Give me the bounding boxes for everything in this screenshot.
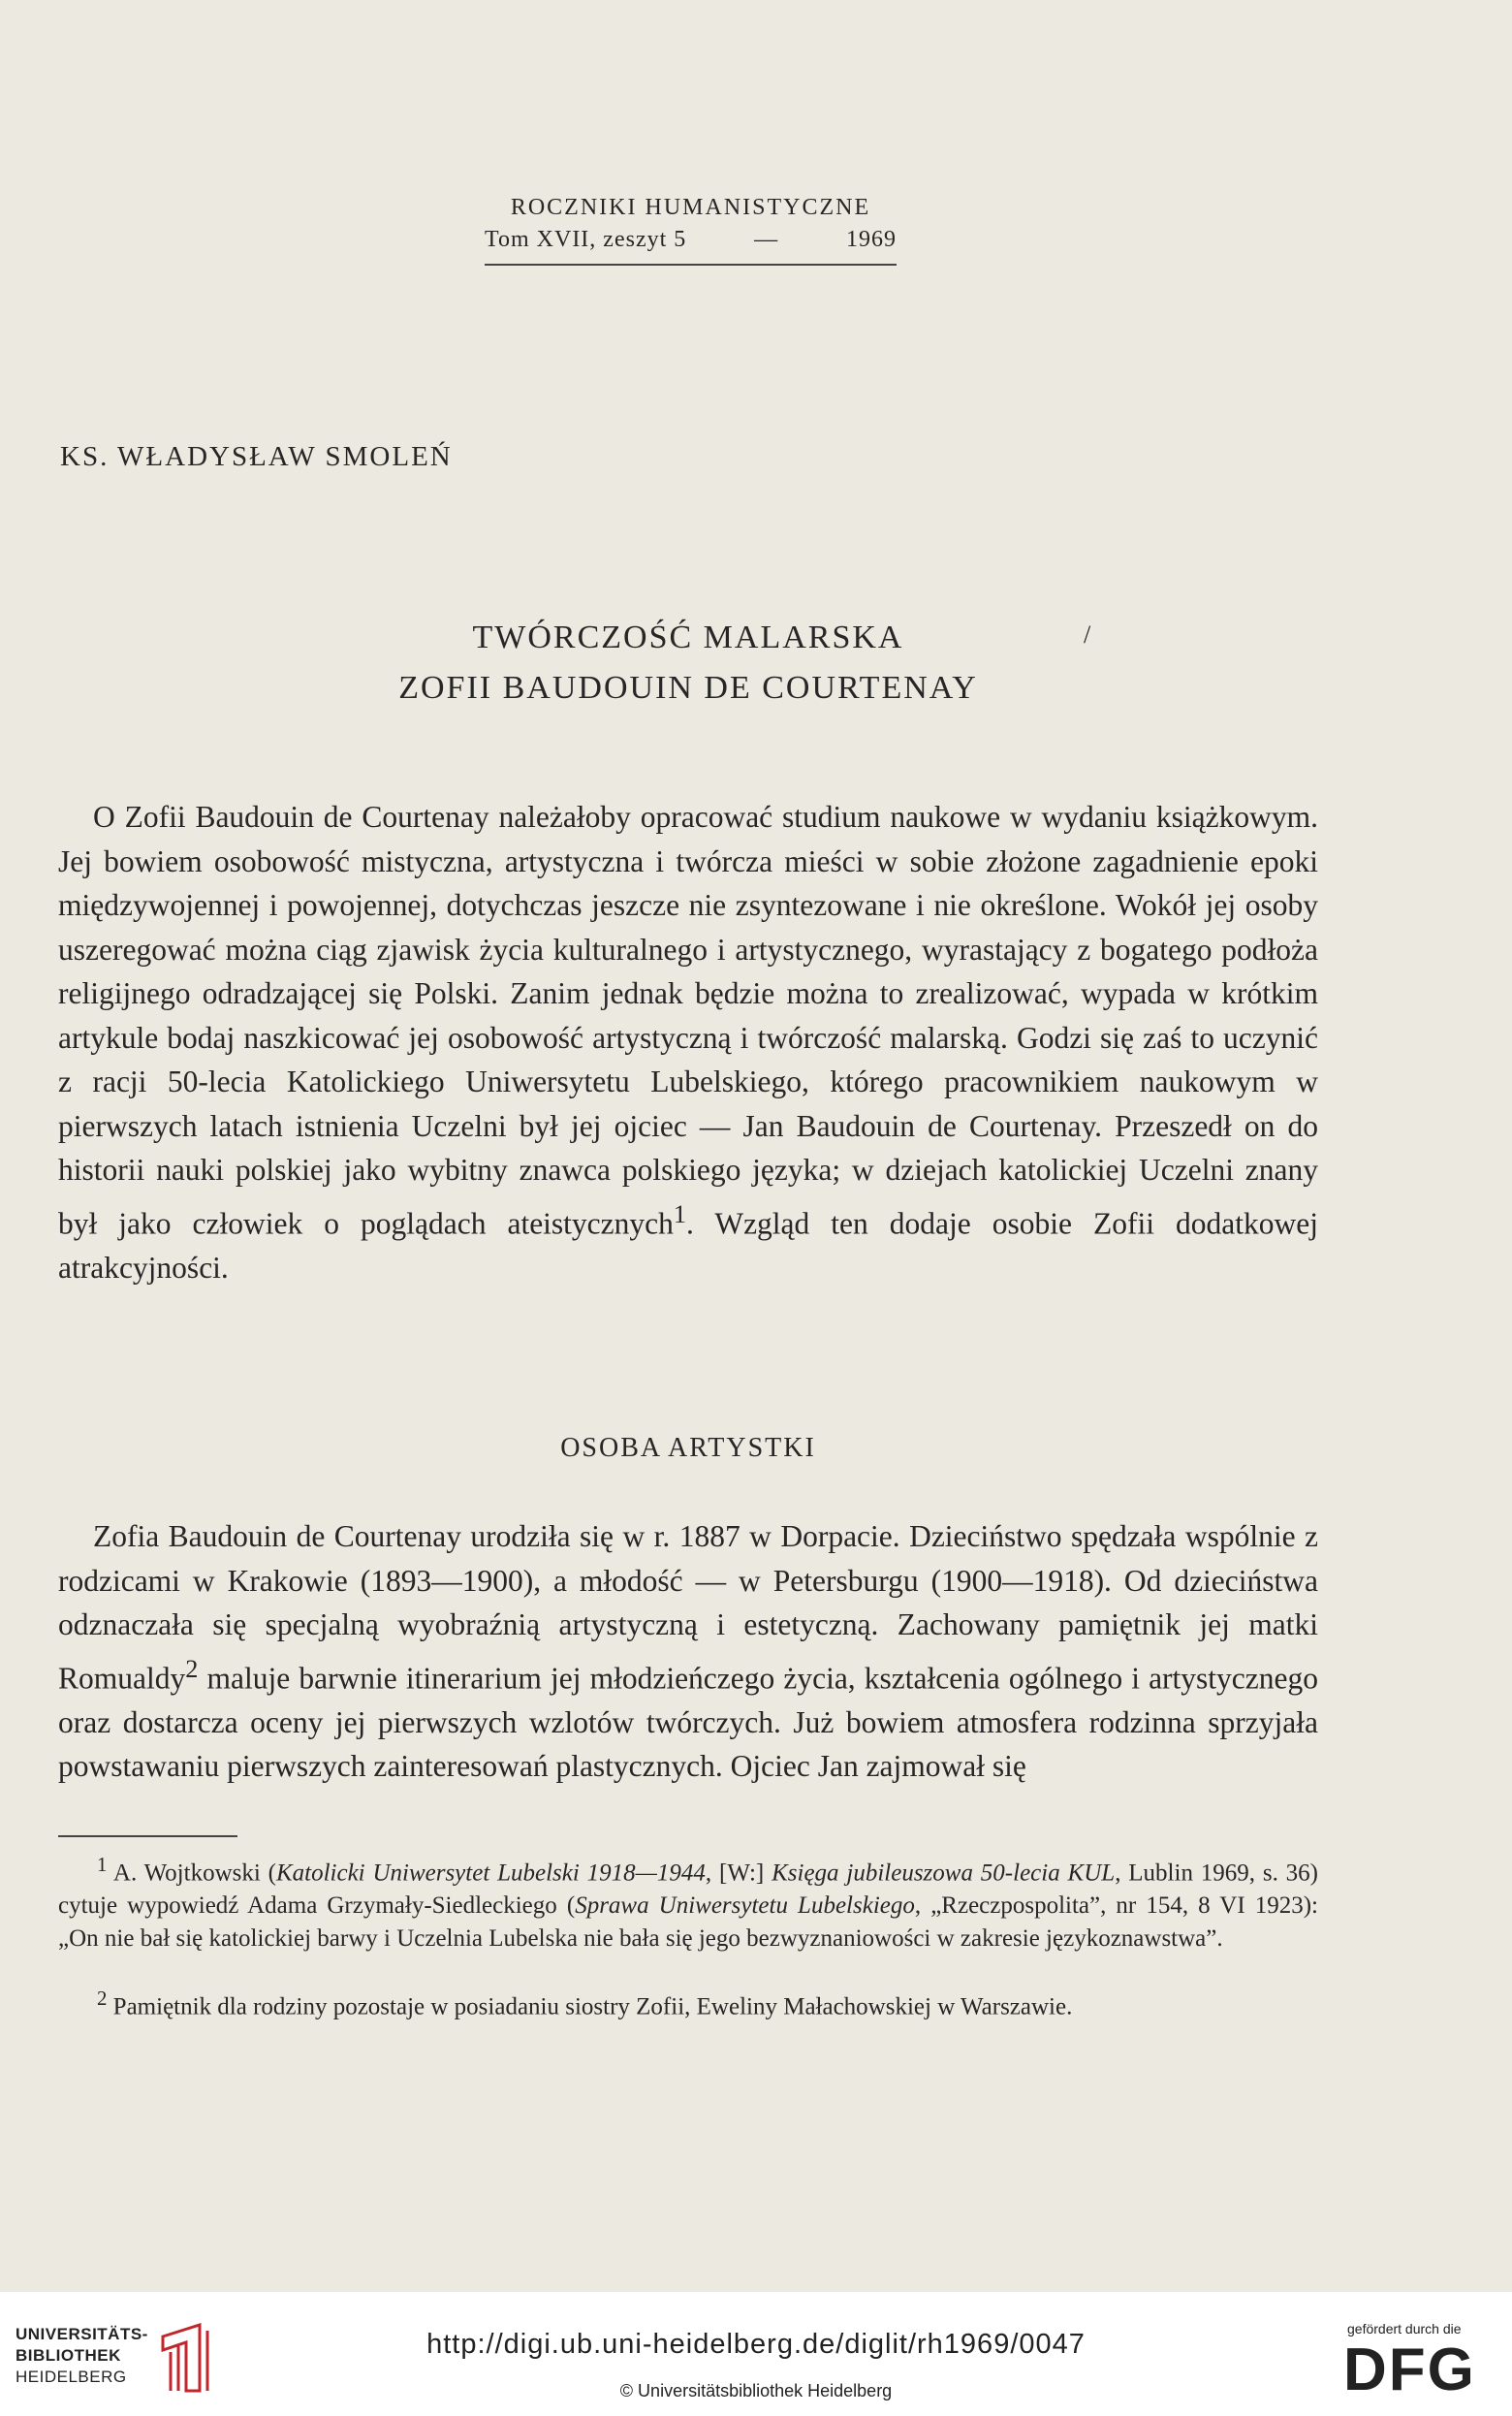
footnote-2-text: Pamiętnik dla rodziny pozostaje w posiadaniu siostry Zofii, Eweliny Małachowskiej w Warszawie. (112, 1993, 1073, 2020)
footnote-ref-1: 1 (673, 1199, 687, 1228)
digital-object-url[interactable]: http://digi.ub.uni-heidelberg.de/diglit/rh1969/0047 (426, 2329, 1086, 2360)
dfg-logo: DFG (1343, 2337, 1476, 2403)
pencil-mark: / (1084, 620, 1091, 649)
footnote-1-text-b: , [W:] (705, 1860, 772, 1887)
footnote-1-number: 1 (97, 1853, 108, 1876)
footer-bar (0, 2292, 1512, 2416)
title-line-2: ZOFII BAUDOUIN DE COURTENAY (398, 670, 978, 706)
footnote-ref-2: 2 (185, 1654, 199, 1683)
intro-paragraph (58, 795, 1318, 1289)
footnote-1 (58, 1848, 1318, 1955)
footnote-2 (58, 1982, 1318, 2023)
section-heading: OSOBA ARTYSTKI (560, 1433, 816, 1463)
header-rule (485, 264, 897, 266)
footnote-1-text-c: , Lublin 1969, s. 36) cytuje wypowiedź Adama Grzymały-Siedleckiego ( (58, 1860, 1319, 1920)
body-paragraph (58, 1514, 1318, 1789)
funding-note: gefördert durch die (1347, 2321, 1462, 2337)
volume-number: Tom XVII, zeszyt 5 (485, 227, 687, 252)
body-text-end: maluje barwnie itinerarium jej młodzieńczego życia, kształcenia ogólnego i artystycznego oraz dostarcza oceny jej pierwszych wzlotów twórczych. Już bowiem atmosfera rodzinna sprzyjała powstawaniu pierwszych zainteresowań plastycznych. Ojciec Jan zajmował się (58, 1661, 1318, 1783)
journal-name: ROCZNIKI HUMANISTYCZNE (510, 195, 871, 220)
intro-text: O Zofii Baudouin de Courtenay należałoby opracować studium naukowe w wydaniu książkowym. Jej bowiem osobowość mistyczna, artystyczna i twórcza mieści w sobie złożone zagadnienie epoki międzywojennej i powojennej, dotychczas jeszcze nie zsyntezowane i nie określone. Wokół jej osoby uszeregować można ciąg zjawisk życia kulturalnego i artystycznego, wyrastający z bogatego podłoża religijnego odradzającej się Polski. Zanim jednak będzie można to zrealizować, wypada w krótkim artykule bodaj naszkicować jej osobowość artystyczną i twórczość malarską. Godzi się zaś to uczynić z racji 50-lecia Katolickiego Uniwersytetu Lubelskiego, którego pracownikiem naukowym w pierwszych latach istnienia Uczelni był jej ojciec — Jan Baudouin de Courtenay. Przeszedł on do historii nauki polskiej jako wybitny znawca polskiego języka; w dziejach katolickiej Uczelni znany był jako człowiek o poglądach ateistycznych (58, 800, 1318, 1240)
library-name-line-3: HEIDELBERG (16, 2368, 127, 2386)
volume-year: 1969 (845, 227, 897, 252)
title-line-1: TWÓRCZOŚĆ MALARSKA (472, 620, 904, 655)
body-text: Zofia Baudouin de Courtenay urodziła się w r. 1887 w Dorpacie. Dzieciństwo spędzała wspólnie z rodzicami w Krakowie (1893—1900), a młodość — w Petersburgu (1900—1918). Od dzieciństwa odznaczała się specjalną wyobraźnią artystyczną i estetyczną. Zachowany pamiętnik jej matki Romualdy (58, 1519, 1318, 1695)
library-name-line-1: UNIVERSITÄTS- (16, 2325, 148, 2343)
footnote-1-title-3: Sprawa Uniwersytetu Lubelskiego (575, 1892, 915, 1920)
footnote-2-number: 2 (97, 1987, 108, 2010)
volume-line (485, 223, 897, 256)
footnote-1-title-2: Księga jubileuszowa 50-lecia KUL (772, 1860, 1116, 1887)
footnote-1-title-1: Katolicki Uniwersytet Lubelski 1918—1944 (275, 1860, 706, 1887)
copyright-notice: © Universitätsbibliothek Heidelberg (619, 2381, 893, 2400)
volume-dash: — (754, 227, 779, 252)
library-name-line-2: BIBLIOTHEK (16, 2346, 121, 2365)
author-name: KS. WŁADYSŁAW SMOLEŃ (60, 441, 453, 472)
journal-header (485, 192, 897, 266)
footnote-1-text-a: A. Wojtkowski ( (112, 1860, 276, 1887)
footnote-1-text-d: , „Rzeczpospolita”, nr 154, 8 VI 1923): „On nie bał się katolickiej barwy i Uczelnia Lubelska nie bała się jego bezwyznaniowości w zakresie językoznawstwa”. (58, 1892, 1319, 1953)
article-title (0, 613, 1376, 714)
intro-text-end: . Wzgląd ten dodaje osobie Zofii dodatkowej atrakcyjności. (58, 1206, 1319, 1285)
footnote-rule (58, 1835, 237, 1837)
